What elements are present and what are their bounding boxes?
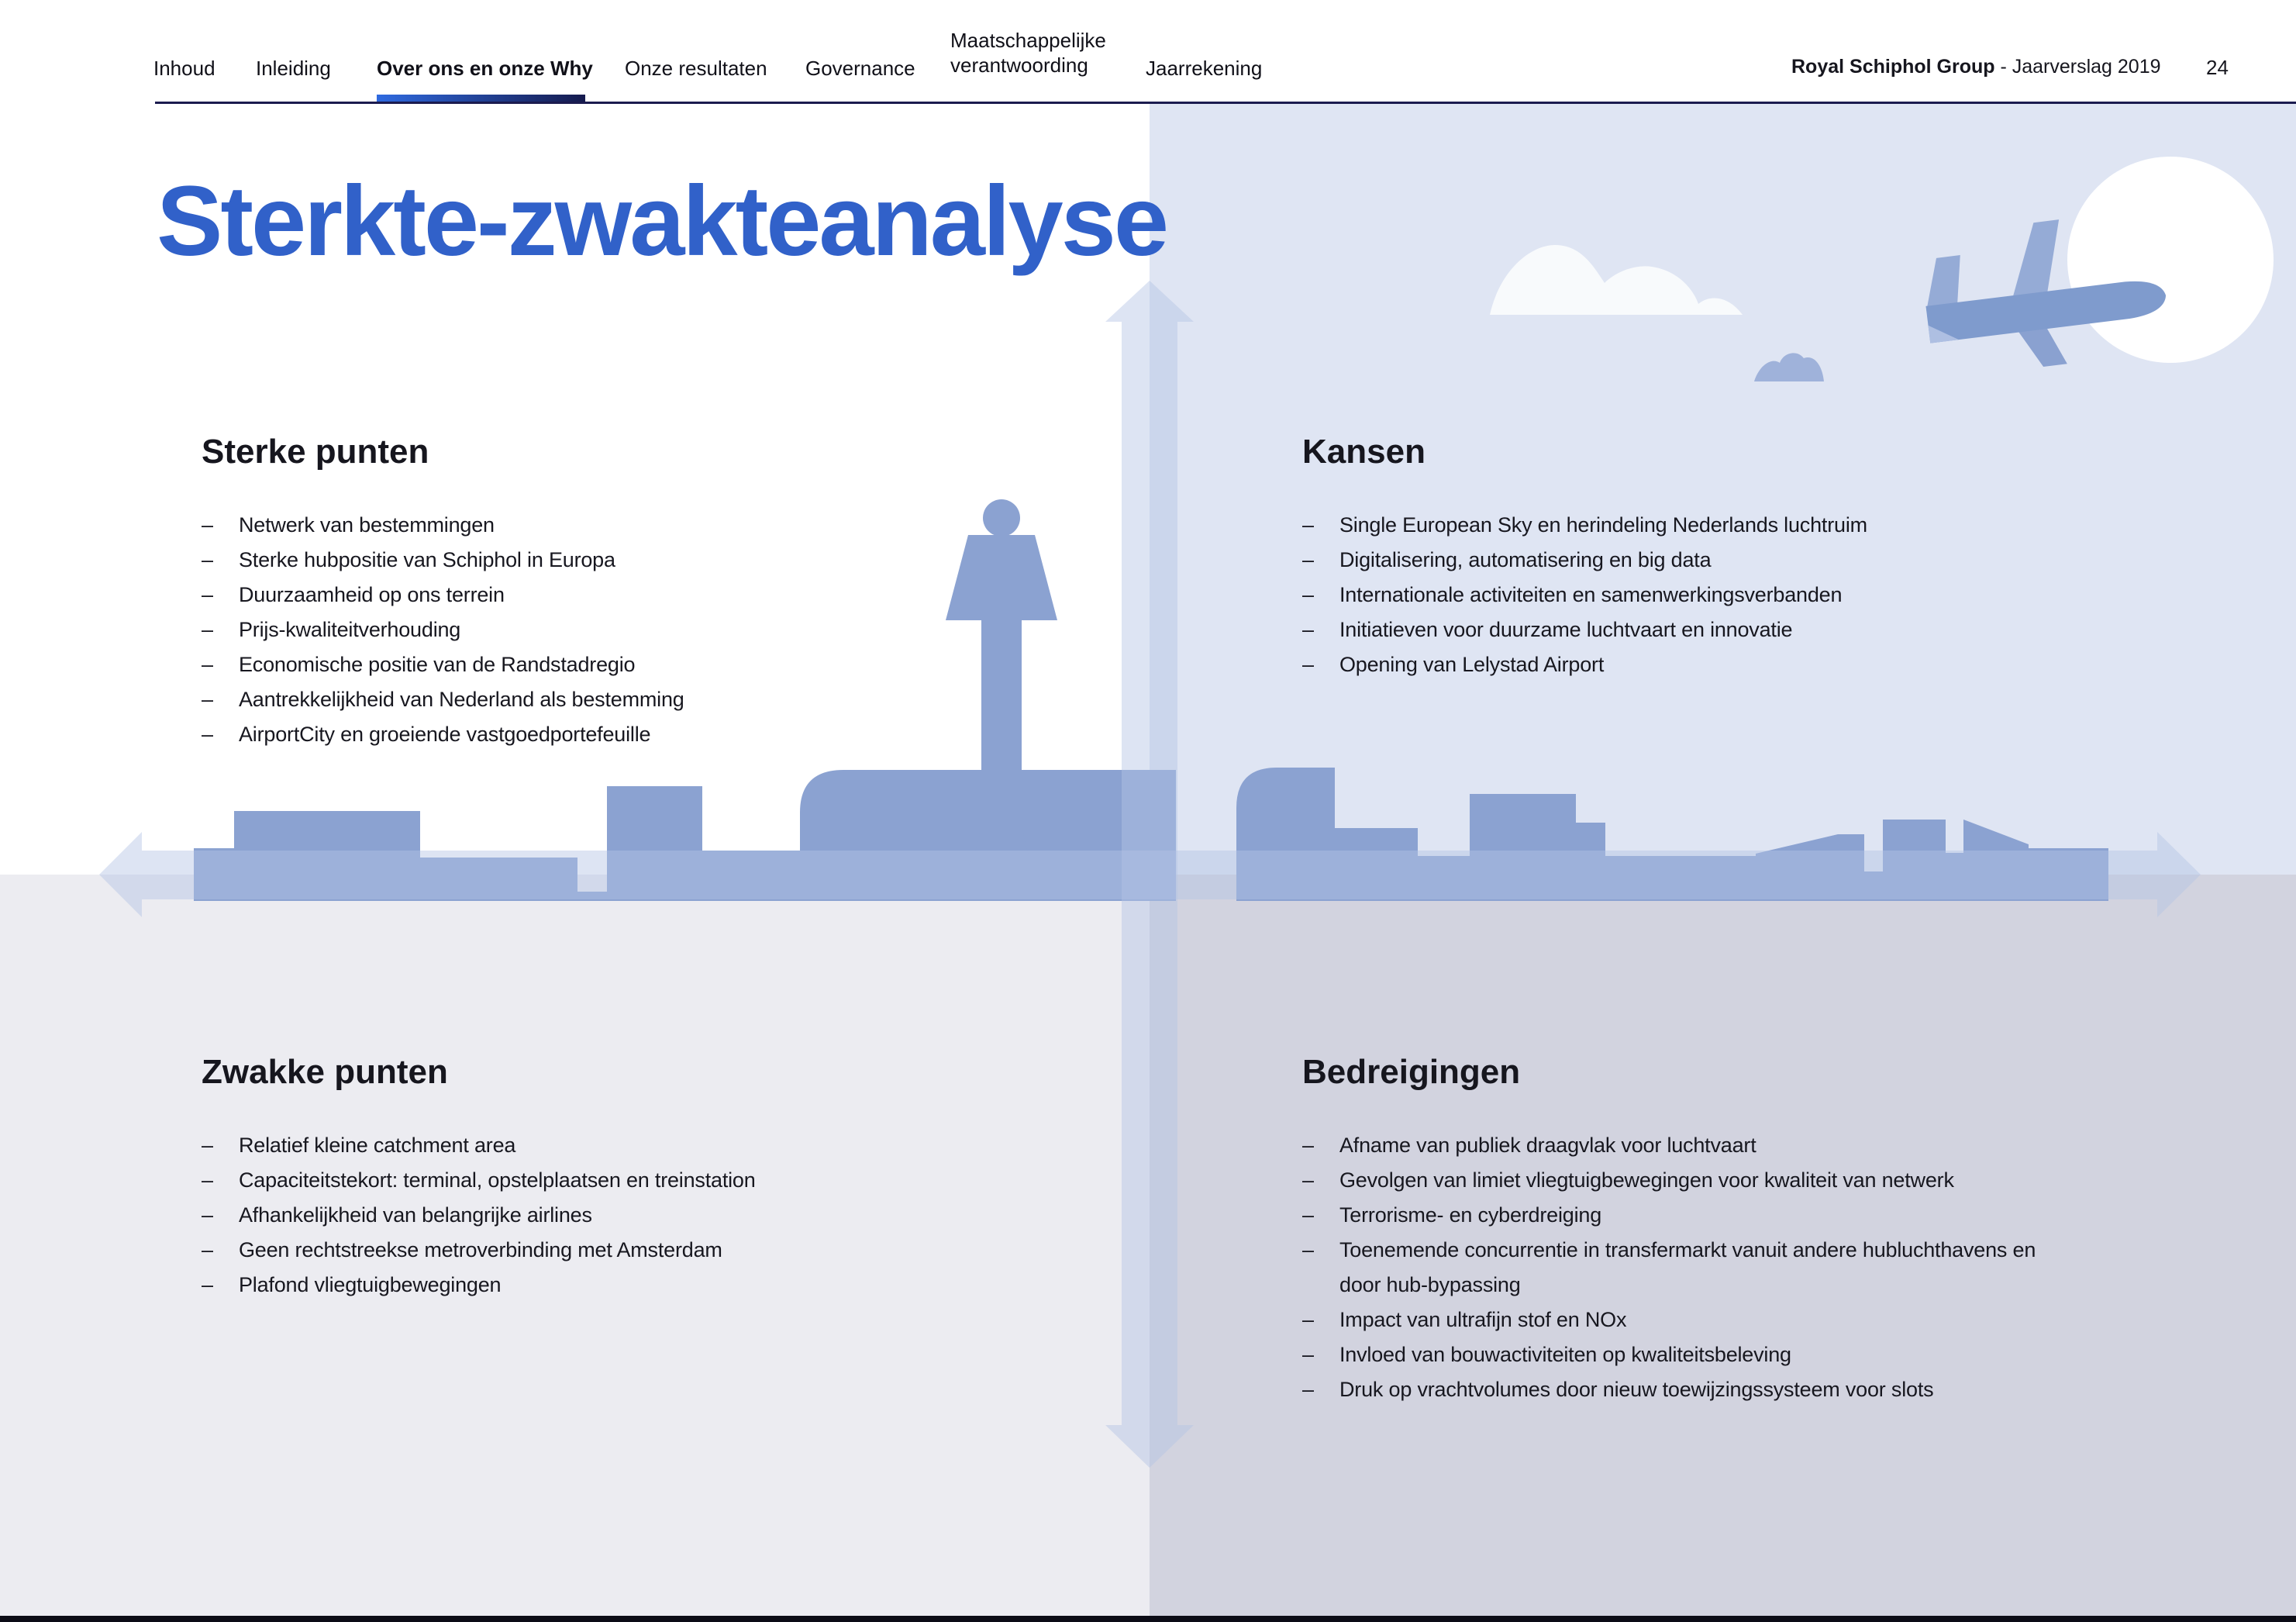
dash-marker: – [1302, 548, 1314, 571]
small-cloud-icon [1754, 353, 1824, 381]
dash-marker: – [202, 548, 213, 571]
nav-item-inhoud[interactable]: Inhoud [153, 57, 215, 80]
list-item: – Afname van publiek draagvlak voor luchtvaart [1302, 1128, 2068, 1163]
dash-marker: – [202, 1203, 213, 1227]
list-item: – Gevolgen van limiet vliegtuigbewegingen voor kwaliteit van netwerk [1302, 1163, 2068, 1198]
dash-marker: – [202, 618, 213, 641]
list-item: – AirportCity en groeiende vastgoedportefeuille [202, 717, 1116, 752]
list-item: – Sterke hubpositie van Schiphol in Europa [202, 543, 1116, 578]
dash-marker: – [1302, 653, 1314, 676]
active-tab-underline [377, 95, 585, 102]
dash-marker: – [202, 1134, 213, 1157]
heading-opportunities: Kansen [1302, 433, 1426, 471]
dash-marker: – [202, 1168, 213, 1192]
dash-marker: – [202, 1238, 213, 1261]
dash-marker: – [202, 1273, 213, 1296]
list-item: – Aantrekkelijkheid van Nederland als bestemming [202, 682, 1116, 717]
report-brand [1791, 56, 2161, 78]
list-item: – Economische positie van de Randstadregio [202, 647, 1116, 682]
dash-marker: – [1302, 1238, 1314, 1261]
list-item: – Netwerk van bestemmingen [202, 508, 1116, 543]
list-item: – Opening van Lelystad Airport [1302, 647, 2287, 682]
nav-item-governance[interactable]: Governance [805, 57, 915, 80]
list-weaknesses [202, 1128, 1147, 1303]
dash-marker: – [1302, 1168, 1314, 1192]
list-item: – Geen rechtstreekse metroverbinding met Amsterdam [202, 1233, 1147, 1268]
list-item: – Initiatieven voor duurzame luchtvaart en innovatie [1302, 613, 2287, 647]
dash-marker: – [202, 513, 213, 537]
dash-marker: – [202, 653, 213, 676]
list-item: – Afhankelijkheid van belangrijke airlines [202, 1198, 1147, 1233]
brand-subtitle: - Jaarverslag 2019 [1994, 56, 2161, 78]
list-item: – Toenemende concurrentie in transfermarkt vanuit andere hubluchthavens en door hub-bypassing [1302, 1233, 2068, 1303]
list-threats [1302, 1128, 2068, 1407]
list-item: – Terrorisme- en cyberdreiging [1302, 1198, 2068, 1233]
dash-marker: – [1302, 1378, 1314, 1401]
dash-marker: – [1302, 618, 1314, 641]
list-item: – Impact van ultrafijn stof en NOx [1302, 1303, 2068, 1337]
list-item: – Capaciteitstekort: terminal, opstelplaatsen en treinstation [202, 1163, 1147, 1198]
nav-item-onze-resultaten[interactable]: Onze resultaten [625, 57, 767, 80]
list-item: – Invloed van bouwactiviteiten op kwaliteitsbeleving [1302, 1337, 2068, 1372]
heading-threats: Bedreigingen [1302, 1053, 1521, 1091]
page-title: Sterkte-zwakteanalyse [157, 166, 1167, 277]
cloud-icon [1490, 245, 1743, 315]
dash-marker: – [202, 723, 213, 746]
nav-item-inleiding[interactable]: Inleiding [256, 57, 331, 80]
dash-marker: – [1302, 1308, 1314, 1331]
page-number: 24 [2206, 56, 2229, 79]
dash-marker: – [1302, 1134, 1314, 1157]
heading-weaknesses: Zwakke punten [202, 1053, 448, 1091]
list-item: – Internationale activiteiten en samenwerkingsverbanden [1302, 578, 2287, 613]
list-opportunities [1302, 508, 2287, 682]
dash-marker: – [202, 583, 213, 606]
list-strengths [202, 508, 1116, 752]
nav-item-jaarrekening[interactable]: Jaarrekening [1146, 57, 1263, 80]
list-item: – Duurzaamheid op ons terrein [202, 578, 1116, 613]
nav-item-over-ons[interactable]: Over ons en onze Why [377, 57, 593, 80]
list-item: – Relatief kleine catchment area [202, 1128, 1147, 1163]
list-item: – Prijs-kwaliteitverhouding [202, 613, 1116, 647]
dash-marker: – [1302, 583, 1314, 606]
list-item: – Druk op vrachtvolumes door nieuw toewijzingssysteem voor slots [1302, 1372, 2068, 1407]
footer-bar [0, 1616, 2296, 1622]
list-item: – Single European Sky en herindeling Nederlands luchtruim [1302, 508, 2287, 543]
dash-marker: – [1302, 1343, 1314, 1366]
heading-strengths: Sterke punten [202, 433, 429, 471]
dash-marker: – [1302, 1203, 1314, 1227]
dash-marker: – [202, 688, 213, 711]
nav-divider-line [155, 102, 2296, 104]
dash-marker: – [1302, 513, 1314, 537]
sun-icon [2067, 157, 2274, 363]
list-item: – Digitalisering, automatisering en big data [1302, 543, 2287, 578]
list-item: – Plafond vliegtuigbewegingen [202, 1268, 1147, 1303]
brand-name: Royal Schiphol Group [1791, 56, 1995, 78]
nav-item-maatschappelijke-verantwoording[interactable]: Maatschappelijke verantwoording [950, 29, 1106, 77]
